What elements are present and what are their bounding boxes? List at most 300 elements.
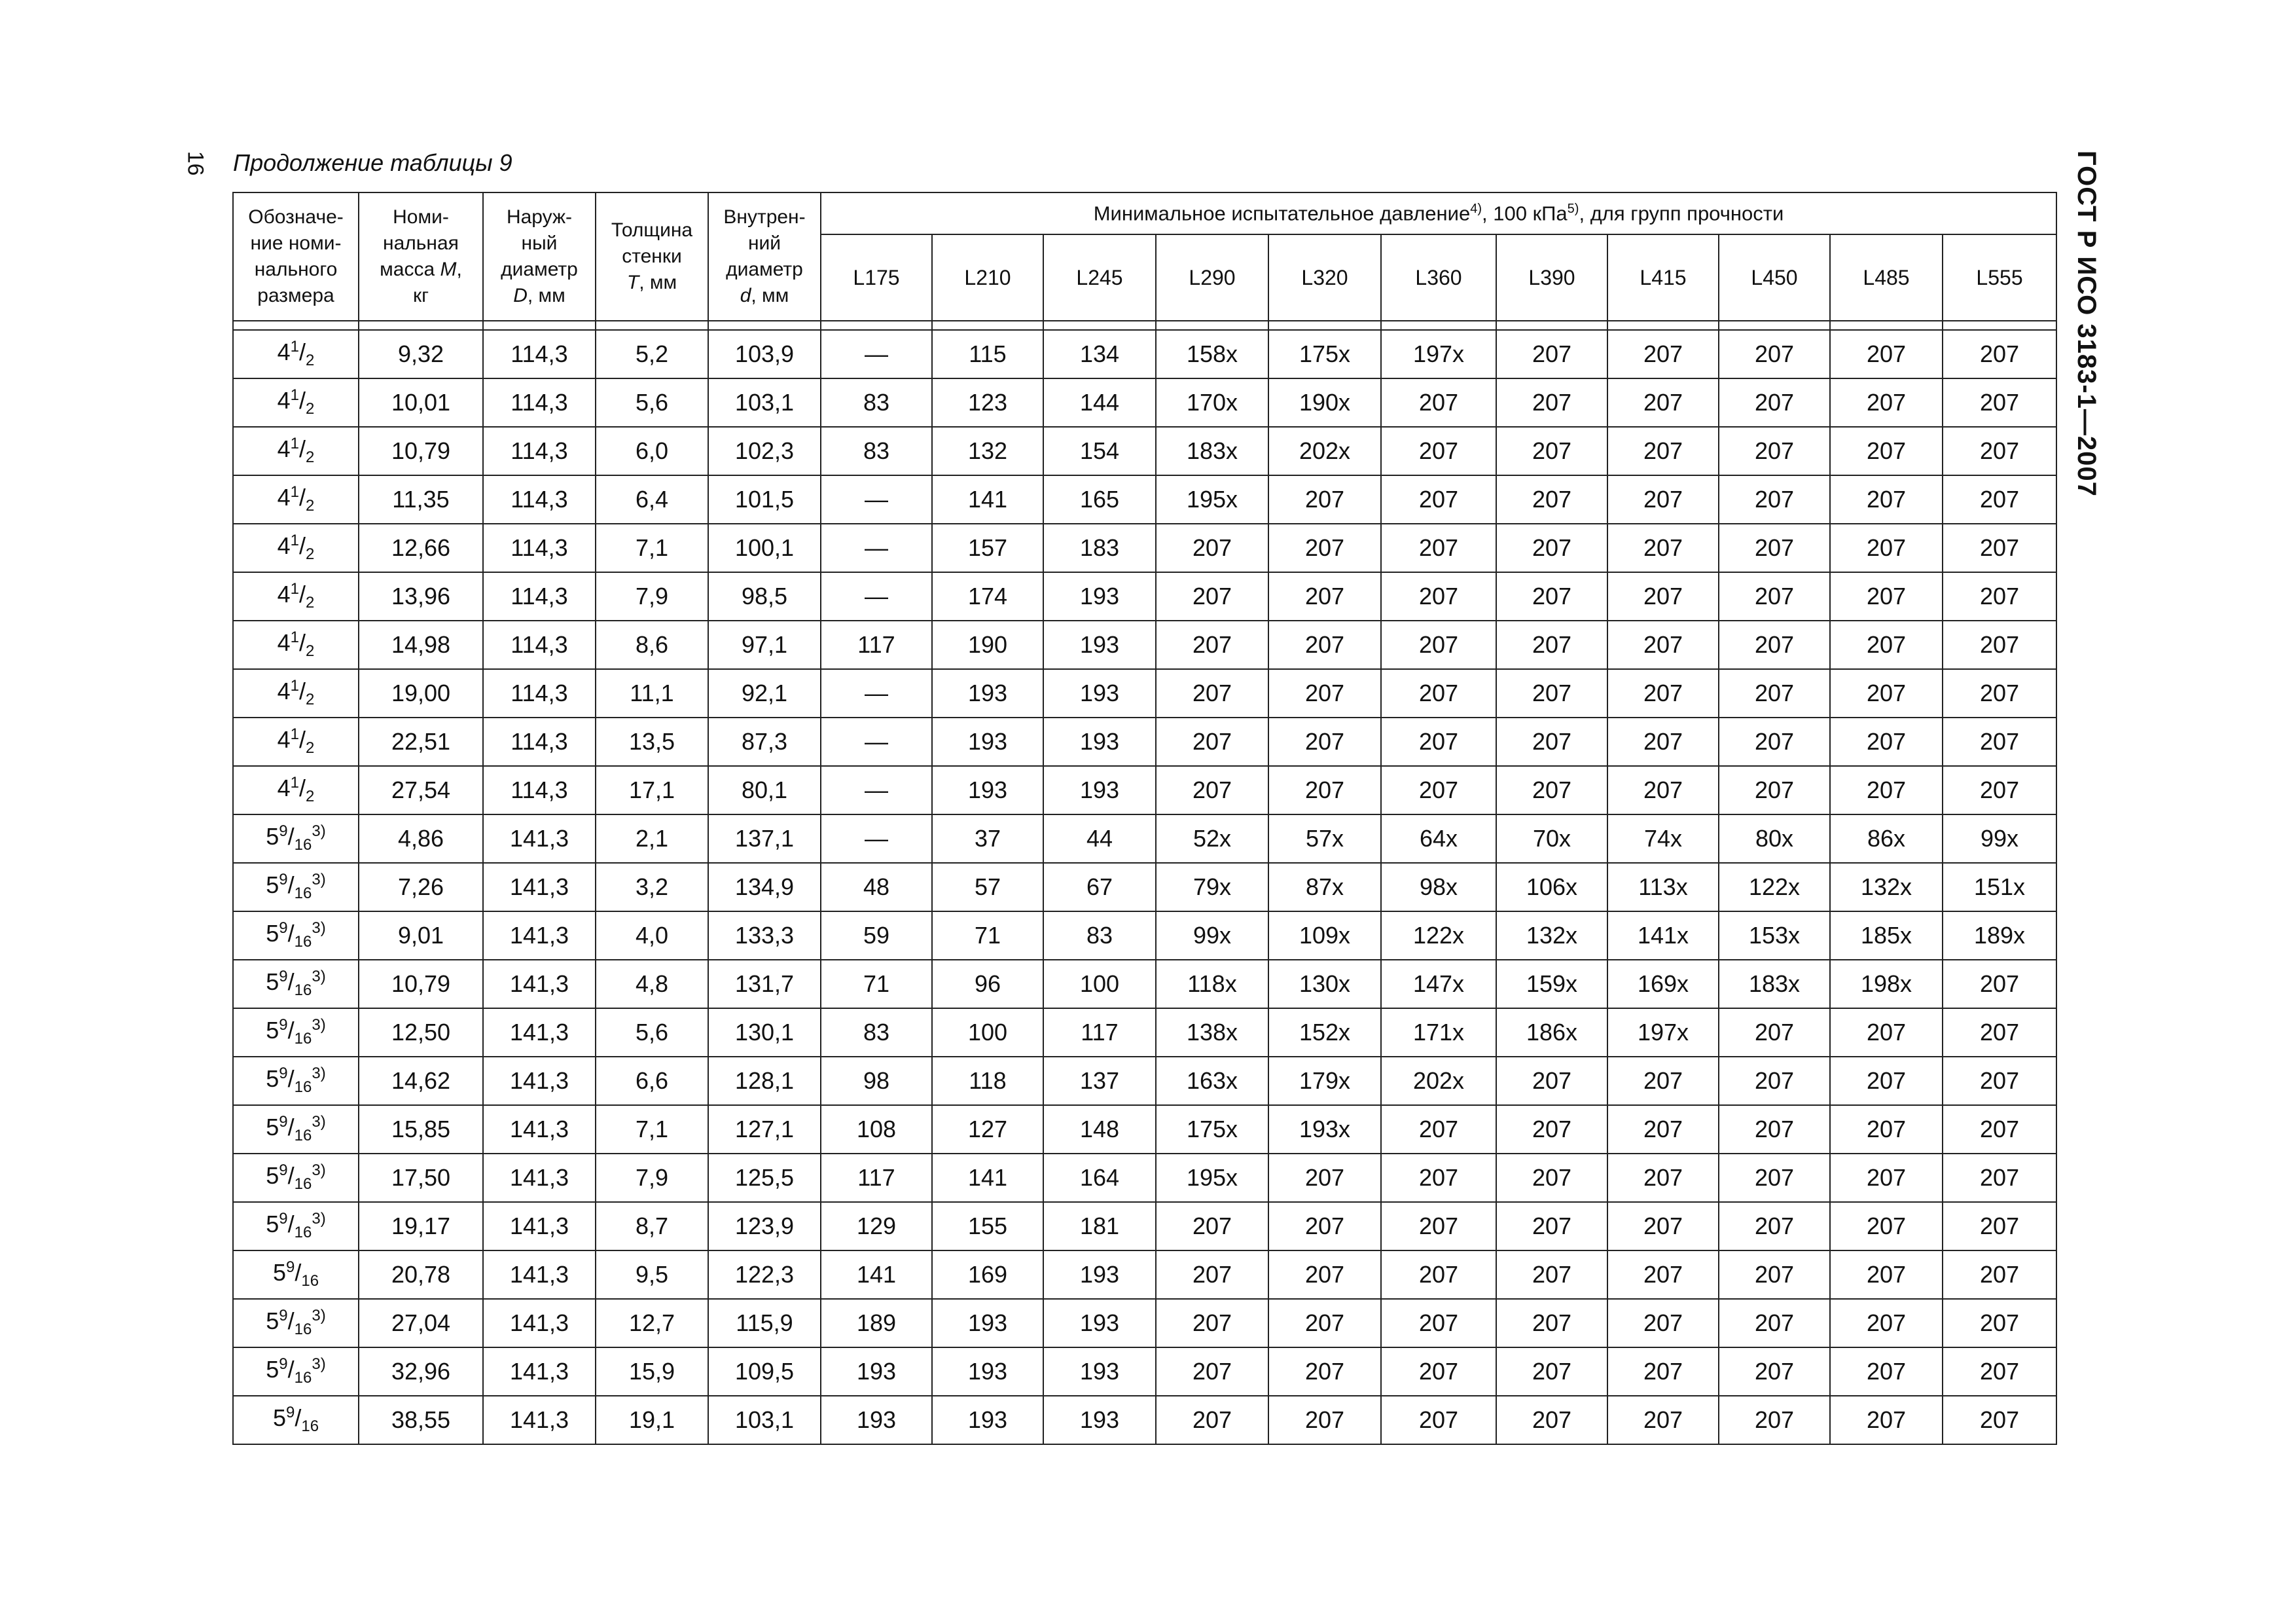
wall-thickness-cell: 7,9: [596, 572, 708, 621]
pressure-cell: 207: [1830, 1202, 1943, 1250]
designation-denominator: 2: [306, 352, 315, 370]
pressure-cell: 70x: [1496, 814, 1607, 863]
designation-whole: 5: [266, 871, 279, 899]
wall-thickness-cell: 2,1: [596, 814, 708, 863]
pressure-cell: 207: [1943, 1250, 2056, 1299]
designation-numerator: 9: [279, 919, 288, 938]
outer-diameter-cell: 114,3: [483, 572, 596, 621]
inner-diameter-cell: 125,5: [708, 1154, 821, 1202]
table-row: [233, 718, 2056, 766]
pressure-cell: 207: [1496, 1105, 1607, 1154]
header-symbol: M: [440, 259, 457, 280]
outer-diameter-cell: 141,3: [483, 1057, 596, 1105]
pressure-cell: 207: [1830, 572, 1943, 621]
pressure-cell: 113x: [1607, 863, 1719, 911]
wall-thickness-cell: 9,5: [596, 1250, 708, 1299]
outer-diameter-cell: 114,3: [483, 669, 596, 718]
wall-thickness-cell: 15,9: [596, 1347, 708, 1396]
pressure-cell: 144: [1043, 378, 1156, 427]
designation-cell: [233, 669, 359, 718]
header-symbol: D: [513, 285, 528, 306]
pressure-cell: 207: [1719, 1347, 1830, 1396]
pressure-cell: —: [821, 718, 932, 766]
pressure-cell: 207: [1496, 330, 1607, 378]
table-row: [233, 1250, 2056, 1299]
pressure-cell: 117: [821, 1154, 932, 1202]
pressure-cell: 52x: [1156, 814, 1268, 863]
table-row: [233, 911, 2056, 960]
pressure-cell: 207: [1719, 1008, 1830, 1057]
designation-whole: 4: [277, 726, 291, 754]
table-row: [233, 863, 2056, 911]
inner-diameter-cell: 87,3: [708, 718, 821, 766]
pressure-cell: 207: [1943, 427, 2056, 475]
designation-denominator: 16: [294, 1127, 312, 1145]
col-header-wall-thickness: [596, 192, 708, 321]
pressure-cell: 175x: [1268, 330, 1381, 378]
pressure-cell: 169: [932, 1250, 1043, 1299]
pressure-cell: 207: [1607, 572, 1719, 621]
designation-whole: 5: [266, 920, 279, 947]
designation-cell: [233, 814, 359, 863]
pressure-cell: 207: [1943, 621, 2056, 669]
pressure-cell: 183x: [1719, 960, 1830, 1008]
pressure-cell: —: [821, 330, 932, 378]
pressure-cell: 207: [1607, 330, 1719, 378]
pressure-cell: 207: [1607, 621, 1719, 669]
inner-diameter-cell: 127,1: [708, 1105, 821, 1154]
pressure-cell: 207: [1830, 669, 1943, 718]
pressure-cell: 207: [1719, 330, 1830, 378]
designation-cell: [233, 330, 359, 378]
inner-diameter-cell: 103,1: [708, 1396, 821, 1444]
header-line: Номи-: [393, 206, 449, 228]
pressure-cell: 190x: [1268, 378, 1381, 427]
wall-thickness-cell: 5,6: [596, 378, 708, 427]
pressure-cell: 207: [1830, 1250, 1943, 1299]
pressure-cell: 207: [1719, 475, 1830, 524]
designation-denominator: 16: [294, 1224, 312, 1242]
pressure-cell: 207: [1381, 766, 1496, 814]
grade-header: L245: [1043, 234, 1156, 321]
designation-denominator: 2: [306, 788, 315, 806]
designation-denominator: 16: [294, 1078, 312, 1097]
pressure-cell: 132x: [1830, 863, 1943, 911]
designation-whole: 4: [277, 387, 291, 414]
pressure-cell: 207: [1496, 572, 1607, 621]
pressure-cell: 174: [932, 572, 1043, 621]
mass-cell: 9,32: [359, 330, 483, 378]
pressure-cell: 193: [1043, 621, 1156, 669]
pressure-cell: 207: [1943, 960, 2056, 1008]
designation-cell: [233, 1202, 359, 1250]
pressure-cell: 122x: [1381, 911, 1496, 960]
inner-diameter-cell: 123,9: [708, 1202, 821, 1250]
pressure-cell: 207: [1943, 1202, 2056, 1250]
mass-cell: 10,79: [359, 427, 483, 475]
outer-diameter-cell: 141,3: [483, 1396, 596, 1444]
grade-header: L290: [1156, 234, 1268, 321]
designation-cell: [233, 718, 359, 766]
table-row: [233, 1202, 2056, 1250]
designation-denominator: 16: [294, 1321, 312, 1339]
designation-whole: 5: [272, 1259, 286, 1286]
outer-diameter-cell: 141,3: [483, 1250, 596, 1299]
header-line: Толщина: [611, 219, 693, 241]
pressure-cell: 207: [1156, 766, 1268, 814]
pressure-cell: 207: [1268, 1396, 1381, 1444]
pressure-cell: 147x: [1381, 960, 1496, 1008]
pressure-cell: 207: [1381, 1396, 1496, 1444]
designation-slash: /: [287, 1065, 295, 1093]
outer-diameter-cell: 114,3: [483, 766, 596, 814]
pressure-cell: 207: [1830, 1008, 1943, 1057]
pressure-cell: 207: [1830, 1299, 1943, 1347]
designation-whole: 5: [266, 968, 279, 996]
pressure-cell: 207: [1496, 475, 1607, 524]
inner-diameter-cell: 137,1: [708, 814, 821, 863]
pressure-cell: 141: [932, 1154, 1043, 1202]
pressure-cell: —: [821, 669, 932, 718]
pressure-cell: 163x: [1156, 1057, 1268, 1105]
header-line: ние номи-: [250, 232, 342, 254]
pressure-cell: 100: [1043, 960, 1156, 1008]
pressure-cell: 123: [932, 378, 1043, 427]
designation-denominator: 16: [294, 836, 312, 854]
grade-header: L175: [821, 234, 932, 321]
designation-numerator: 1: [290, 580, 299, 598]
outer-diameter-cell: 141,3: [483, 960, 596, 1008]
pressure-cell: 207: [1943, 669, 2056, 718]
grade-header: L210: [932, 234, 1043, 321]
designation-cell: [233, 1250, 359, 1299]
pressure-cell: 207: [1943, 330, 2056, 378]
mass-cell: 15,85: [359, 1105, 483, 1154]
designation-numerator: 9: [279, 1065, 288, 1083]
designation-numerator: 1: [290, 725, 299, 744]
pressure-cell: 207: [1607, 378, 1719, 427]
pressure-cell: 207: [1830, 427, 1943, 475]
mass-cell: 11,35: [359, 475, 483, 524]
table-row: [233, 766, 2056, 814]
pressure-cell: 207: [1719, 669, 1830, 718]
designation-slash: /: [299, 678, 306, 705]
designation-denominator: 2: [306, 545, 315, 564]
pressure-cell: 132: [932, 427, 1043, 475]
pressure-cell: 207: [1943, 572, 2056, 621]
mass-cell: 14,62: [359, 1057, 483, 1105]
pressure-cell: 207: [1496, 766, 1607, 814]
pressure-cell: 207: [1381, 378, 1496, 427]
designation-cell: [233, 1057, 359, 1105]
pressure-cell: 207: [1830, 1347, 1943, 1396]
pressure-cell: 207: [1268, 1299, 1381, 1347]
designation-footnote: 3): [312, 1161, 326, 1180]
pressure-cell: 96: [932, 960, 1043, 1008]
wall-thickness-cell: 7,1: [596, 1105, 708, 1154]
designation-cell: [233, 475, 359, 524]
outer-diameter-cell: 141,3: [483, 1154, 596, 1202]
pressure-cell: 207: [1268, 572, 1381, 621]
pressure-cell: 193: [1043, 1396, 1156, 1444]
pressure-cell: 193: [1043, 1250, 1156, 1299]
table-row: [233, 330, 2056, 378]
pressure-cell: 159x: [1496, 960, 1607, 1008]
mass-cell: 38,55: [359, 1396, 483, 1444]
pressure-cell: 175x: [1156, 1105, 1268, 1154]
designation-numerator: 1: [290, 338, 299, 356]
designation-slash: /: [287, 1017, 295, 1044]
pressure-cell: 198x: [1830, 960, 1943, 1008]
mass-cell: 17,50: [359, 1154, 483, 1202]
pressure-cell: 79x: [1156, 863, 1268, 911]
pressure-cell: 207: [1830, 1154, 1943, 1202]
mass-cell: 19,17: [359, 1202, 483, 1250]
pressure-cell: 207: [1719, 378, 1830, 427]
wall-thickness-cell: 8,7: [596, 1202, 708, 1250]
pressure-cell: 207: [1607, 718, 1719, 766]
inner-diameter-cell: 103,9: [708, 330, 821, 378]
pressure-cell: 207: [1496, 621, 1607, 669]
pressure-cell: 108: [821, 1105, 932, 1154]
table-row: [233, 669, 2056, 718]
header-line: кг: [412, 285, 429, 306]
outer-diameter-cell: 114,3: [483, 427, 596, 475]
designation-denominator: 16: [294, 884, 312, 903]
mass-cell: 7,26: [359, 863, 483, 911]
designation-numerator: 9: [279, 871, 288, 889]
pressure-cell: 193: [932, 1347, 1043, 1396]
pressure-cell: 207: [1156, 718, 1268, 766]
designation-cell: [233, 572, 359, 621]
designation-denominator: 16: [301, 1272, 319, 1290]
pressure-cell: 207: [1943, 524, 2056, 572]
pressure-cell: —: [821, 572, 932, 621]
designation-whole: 5: [266, 1065, 279, 1093]
designation-numerator: 1: [290, 483, 299, 501]
inner-diameter-cell: 98,5: [708, 572, 821, 621]
designation-denominator: 2: [306, 642, 315, 661]
pressure-cell: 109x: [1268, 911, 1381, 960]
pressure-cell: 141x: [1607, 911, 1719, 960]
designation-whole: 5: [266, 1162, 279, 1190]
pressure-cell: 207: [1943, 718, 2056, 766]
designation-cell: [233, 1008, 359, 1057]
header-line: Обозначе-: [248, 206, 344, 228]
table-row: [233, 378, 2056, 427]
pressure-cell: 130x: [1268, 960, 1381, 1008]
pressure-cell: 207: [1496, 1202, 1607, 1250]
pressure-cell: 132x: [1496, 911, 1607, 960]
pressure-cell: 193: [1043, 1347, 1156, 1396]
designation-denominator: 2: [306, 691, 315, 709]
pressure-cell: 207: [1268, 669, 1381, 718]
pressure-cell: 48: [821, 863, 932, 911]
designation-slash: /: [295, 1404, 302, 1432]
designation-whole: 5: [266, 1017, 279, 1044]
pressure-cell: 207: [1607, 1154, 1719, 1202]
pressure-cell: 207: [1719, 766, 1830, 814]
header-line: нальная: [383, 232, 459, 254]
header-line: Наруж-: [506, 206, 573, 228]
header-line: , мм: [639, 272, 677, 293]
pressure-cell: —: [821, 475, 932, 524]
designation-numerator: 1: [290, 629, 299, 647]
pressure-cell: 193: [1043, 766, 1156, 814]
grade-header: L485: [1830, 234, 1943, 321]
header-line: , мм: [751, 285, 789, 306]
wall-thickness-cell: 13,5: [596, 718, 708, 766]
inner-diameter-cell: 102,3: [708, 427, 821, 475]
pressure-cell: 165: [1043, 475, 1156, 524]
pressure-cell: 183x: [1156, 427, 1268, 475]
designation-whole: 5: [266, 1114, 279, 1141]
wall-thickness-cell: 17,1: [596, 766, 708, 814]
designation-whole: 5: [266, 1356, 279, 1383]
inner-diameter-cell: 130,1: [708, 1008, 821, 1057]
pressure-cell: 118: [932, 1057, 1043, 1105]
pressure-cell: 207: [1156, 524, 1268, 572]
inner-diameter-cell: 122,3: [708, 1250, 821, 1299]
pressure-cell: 207: [1268, 1154, 1381, 1202]
pressure-cell: 138x: [1156, 1008, 1268, 1057]
inner-diameter-cell: 97,1: [708, 621, 821, 669]
outer-diameter-cell: 114,3: [483, 621, 596, 669]
designation-slash: /: [287, 1114, 295, 1141]
pressure-cell: 193: [932, 1299, 1043, 1347]
designation-numerator: 9: [279, 1210, 288, 1228]
pressure-cell: 207: [1719, 621, 1830, 669]
pressure-cell: 207: [1496, 718, 1607, 766]
pressure-cell: 207: [1156, 1250, 1268, 1299]
pressure-cell: 193: [932, 669, 1043, 718]
pressure-cell: 170x: [1156, 378, 1268, 427]
pressure-cell: 207: [1381, 572, 1496, 621]
pressure-cell: 207: [1830, 330, 1943, 378]
standard-title: ГОСТ Р ИСО 3183-1—2007: [2072, 151, 2101, 497]
designation-slash: /: [299, 726, 306, 754]
designation-cell: [233, 1347, 359, 1396]
pressure-cell: 207: [1381, 1105, 1496, 1154]
pressure-cell: 179x: [1268, 1057, 1381, 1105]
designation-footnote: 3): [312, 968, 326, 986]
pressure-cell: 207: [1830, 475, 1943, 524]
inner-diameter-cell: 103,1: [708, 378, 821, 427]
designation-numerator: 9: [285, 1404, 295, 1422]
pressure-cell: 195x: [1156, 1154, 1268, 1202]
pressure-cell: 207: [1607, 1202, 1719, 1250]
pressure-cell: 148: [1043, 1105, 1156, 1154]
outer-diameter-cell: 114,3: [483, 718, 596, 766]
pressure-cell: 207: [1496, 1299, 1607, 1347]
pressure-cell: 158x: [1156, 330, 1268, 378]
wall-thickness-cell: 5,6: [596, 1008, 708, 1057]
pressure-cell: 207: [1943, 1299, 2056, 1347]
designation-denominator: 2: [306, 448, 315, 467]
pressure-cell: 186x: [1496, 1008, 1607, 1057]
pressure-cell: 207: [1607, 669, 1719, 718]
mass-cell: 10,79: [359, 960, 483, 1008]
pressure-cell: 193: [932, 718, 1043, 766]
wall-thickness-cell: 6,4: [596, 475, 708, 524]
mass-cell: 4,86: [359, 814, 483, 863]
outer-diameter-cell: 141,3: [483, 863, 596, 911]
wall-thickness-cell: 11,1: [596, 669, 708, 718]
pressure-cell: 87x: [1268, 863, 1381, 911]
pressure-cell: 153x: [1719, 911, 1830, 960]
pressure-cell: 207: [1496, 427, 1607, 475]
outer-diameter-cell: 141,3: [483, 1105, 596, 1154]
designation-slash: /: [299, 387, 306, 414]
pressure-cell: 155: [932, 1202, 1043, 1250]
designation-whole: 4: [277, 678, 291, 705]
designation-denominator: 16: [294, 1175, 312, 1194]
pressure-cell: 207: [1156, 1202, 1268, 1250]
pressure-cell: 37: [932, 814, 1043, 863]
designation-slash: /: [299, 532, 306, 560]
mass-cell: 19,00: [359, 669, 483, 718]
pressure-cell: 207: [1268, 1202, 1381, 1250]
pressure-cell: 193: [932, 766, 1043, 814]
pressure-cell: 202x: [1268, 427, 1381, 475]
designation-numerator: 1: [290, 774, 299, 792]
pressure-cell: 207: [1381, 718, 1496, 766]
mass-cell: 20,78: [359, 1250, 483, 1299]
designation-cell: [233, 1154, 359, 1202]
outer-diameter-cell: 141,3: [483, 1008, 596, 1057]
designation-footnote: 3): [312, 1210, 326, 1228]
designation-footnote: 3): [312, 1307, 326, 1325]
designation-footnote: 3): [312, 822, 326, 841]
table-row: [233, 814, 2056, 863]
pressure-cell: 207: [1156, 1299, 1268, 1347]
col-header-mass: [359, 192, 483, 321]
pressure-cell: 98x: [1381, 863, 1496, 911]
designation-numerator: 9: [279, 1307, 288, 1325]
header-line: ный: [521, 232, 558, 254]
pressure-cell: 207: [1719, 1154, 1830, 1202]
designation-footnote: 3): [312, 1016, 326, 1034]
pressure-cell: 193x: [1268, 1105, 1381, 1154]
pressure-cell: 207: [1719, 718, 1830, 766]
inner-diameter-cell: 101,5: [708, 475, 821, 524]
pressure-cell: 207: [1268, 524, 1381, 572]
header-line: Внутрен-: [723, 206, 806, 228]
pressure-cell: 151x: [1943, 863, 2056, 911]
pressure-cell: 83: [821, 1008, 932, 1057]
pressure-cell: 71: [932, 911, 1043, 960]
pressure-cell: 64x: [1381, 814, 1496, 863]
pressure-cell: 137: [1043, 1057, 1156, 1105]
mass-cell: 12,66: [359, 524, 483, 572]
pressure-cell: 106x: [1496, 863, 1607, 911]
pressure-cell: 207: [1943, 1347, 2056, 1396]
pressure-cell: 207: [1719, 572, 1830, 621]
pressure-cell: 207: [1156, 1396, 1268, 1444]
outer-diameter-cell: 114,3: [483, 378, 596, 427]
pressure-cell: 207: [1943, 1057, 2056, 1105]
pressure-cell: 207: [1496, 1154, 1607, 1202]
designation-footnote: 3): [312, 1065, 326, 1083]
inner-diameter-cell: 134,9: [708, 863, 821, 911]
designation-cell: [233, 427, 359, 475]
pressure-cell: 181: [1043, 1202, 1156, 1250]
table-row: [233, 427, 2056, 475]
pressure-cell: 207: [1381, 1299, 1496, 1347]
outer-diameter-cell: 114,3: [483, 524, 596, 572]
pressure-cell: 127: [932, 1105, 1043, 1154]
pressure-cell: 193: [821, 1396, 932, 1444]
